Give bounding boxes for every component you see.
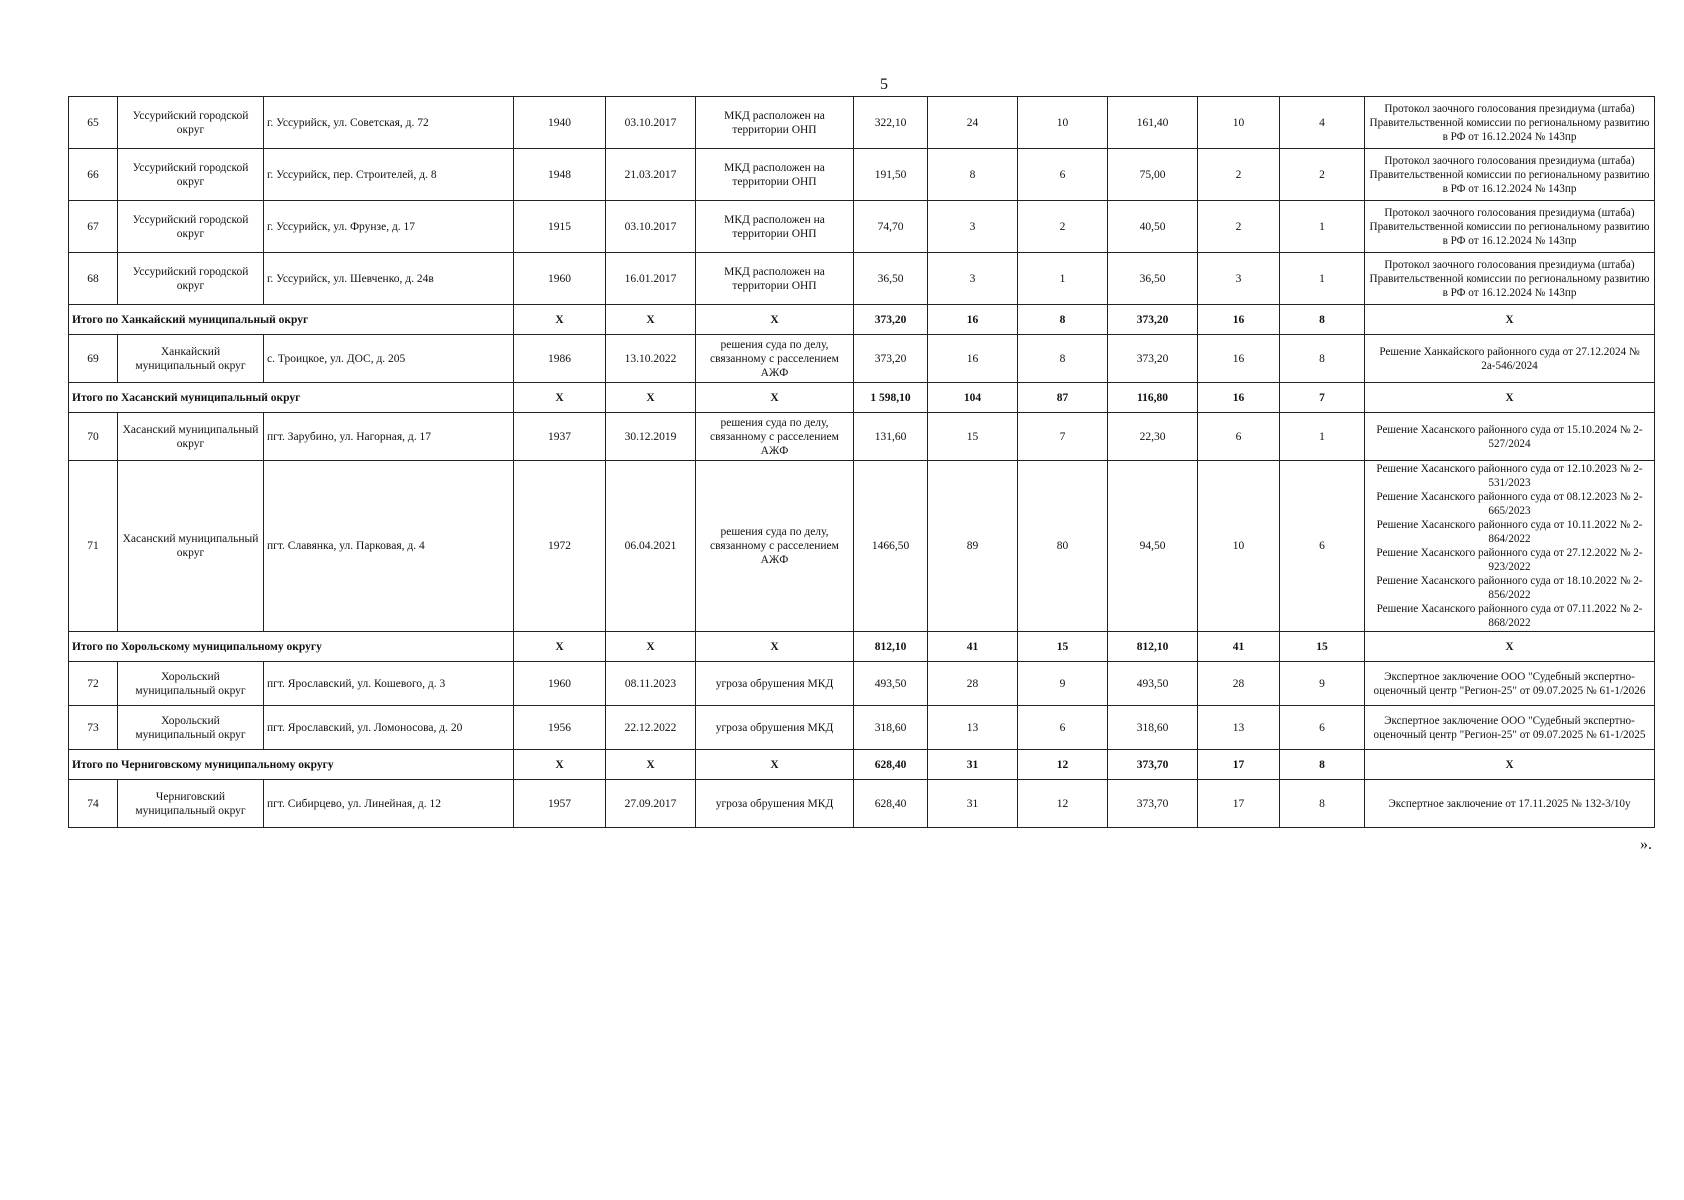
premises-total-cell: 2 xyxy=(1018,201,1108,253)
document-cell xyxy=(1365,461,1655,632)
area-total-cell: 36,50 xyxy=(854,253,928,305)
premises-total-cell: 8 xyxy=(1018,335,1108,383)
table-row xyxy=(69,335,1655,383)
row-number-cell: 73 xyxy=(69,706,118,750)
premises-resettle-cell: 2 xyxy=(1280,149,1365,201)
premises-resettle-cell: 9 xyxy=(1280,662,1365,706)
area-resettle-cell: 22,30 xyxy=(1108,413,1198,461)
total-label-cell: Итого по Хасанский муниципальный округ xyxy=(69,383,514,413)
table-row xyxy=(69,662,1655,706)
year-cell: 1937 xyxy=(514,413,606,461)
document-cell xyxy=(1365,413,1655,461)
reason-cell: угроза обрушения МКД xyxy=(696,780,854,828)
year-cell: 1940 xyxy=(514,97,606,149)
date-cell: X xyxy=(606,305,696,335)
document-cell xyxy=(1365,662,1655,706)
residents-total-cell: 13 xyxy=(928,706,1018,750)
date-cell: 22.12.2022 xyxy=(606,706,696,750)
document-cell xyxy=(1365,383,1655,413)
reason-cell: X xyxy=(696,632,854,662)
premises-total-cell: 1 xyxy=(1018,253,1108,305)
area-resettle-cell: 116,80 xyxy=(1108,383,1198,413)
table-row xyxy=(69,413,1655,461)
row-number-cell: 71 xyxy=(69,461,118,632)
residents-resettle-cell: 41 xyxy=(1198,632,1280,662)
document-line: Решение Хасанского районного суда от 15.10.2024 № 2-527/2024 xyxy=(1376,423,1643,450)
document-cell xyxy=(1365,201,1655,253)
area-total-cell: 812,10 xyxy=(854,632,928,662)
area-total-cell: 322,10 xyxy=(854,97,928,149)
premises-total-cell: 87 xyxy=(1018,383,1108,413)
reason-cell: X xyxy=(696,305,854,335)
premises-resettle-cell: 4 xyxy=(1280,97,1365,149)
date-cell: 03.10.2017 xyxy=(606,201,696,253)
document-line: Решение Хасанского районного суда от 12.10.2023 № 2-531/2023 xyxy=(1376,463,1643,489)
residents-resettle-cell: 10 xyxy=(1198,97,1280,149)
document-line: Экспертное заключение от 17.11.2025 № 132-3/10у xyxy=(1388,797,1631,810)
date-cell: X xyxy=(606,383,696,413)
table-row xyxy=(69,780,1655,828)
area-total-cell: 1466,50 xyxy=(854,461,928,632)
premises-resettle-cell: 1 xyxy=(1280,201,1365,253)
reason-cell: решения суда по делу, связанному с расселением АЖФ xyxy=(696,461,854,632)
date-cell: X xyxy=(606,632,696,662)
year-cell: 1948 xyxy=(514,149,606,201)
address-cell: пгт. Сибирцево, ул. Линейная, д. 12 xyxy=(264,780,514,828)
address-cell: г. Уссурийск, пер. Строителей, д. 8 xyxy=(264,149,514,201)
municipality-cell: Хорольский муниципальный округ xyxy=(118,662,264,706)
residents-total-cell: 15 xyxy=(928,413,1018,461)
reason-cell: МКД расположен на территории ОНП xyxy=(696,201,854,253)
document-cell xyxy=(1365,305,1655,335)
reason-cell: X xyxy=(696,750,854,780)
document-cell xyxy=(1365,253,1655,305)
municipality-cell: Уссурийский городской округ xyxy=(118,201,264,253)
premises-total-cell: 9 xyxy=(1018,662,1108,706)
premises-total-cell: 15 xyxy=(1018,632,1108,662)
area-total-cell: 628,40 xyxy=(854,780,928,828)
premises-resettle-cell: 8 xyxy=(1280,750,1365,780)
premises-resettle-cell: 8 xyxy=(1280,335,1365,383)
address-cell: г. Уссурийск, ул. Фрунзе, д. 17 xyxy=(264,201,514,253)
area-resettle-cell: 318,60 xyxy=(1108,706,1198,750)
total-label-cell: Итого по Черниговскому муниципальному округу xyxy=(69,750,514,780)
date-cell: 03.10.2017 xyxy=(606,97,696,149)
area-resettle-cell: 812,10 xyxy=(1108,632,1198,662)
area-total-cell: 318,60 xyxy=(854,706,928,750)
address-cell: пгт. Ярославский, ул. Кошевого, д. 3 xyxy=(264,662,514,706)
document-cell xyxy=(1365,706,1655,750)
municipality-cell: Хасанский муниципальный округ xyxy=(118,413,264,461)
area-resettle-cell: 373,70 xyxy=(1108,780,1198,828)
reason-cell: МКД расположен на территории ОНП xyxy=(696,97,854,149)
document-cell xyxy=(1365,780,1655,828)
document-line: X xyxy=(1505,391,1514,404)
premises-total-cell: 6 xyxy=(1018,706,1108,750)
residents-total-cell: 31 xyxy=(928,780,1018,828)
residents-resettle-cell: 13 xyxy=(1198,706,1280,750)
area-resettle-cell: 40,50 xyxy=(1108,201,1198,253)
register-table xyxy=(68,96,1655,828)
premises-total-cell: 12 xyxy=(1018,750,1108,780)
row-number-cell: 69 xyxy=(69,335,118,383)
area-resettle-cell: 373,20 xyxy=(1108,305,1198,335)
year-cell: 1957 xyxy=(514,780,606,828)
table-row xyxy=(69,253,1655,305)
row-number-cell: 68 xyxy=(69,253,118,305)
area-total-cell: 191,50 xyxy=(854,149,928,201)
premises-resettle-cell: 15 xyxy=(1280,632,1365,662)
residents-resettle-cell: 2 xyxy=(1198,201,1280,253)
area-resettle-cell: 373,70 xyxy=(1108,750,1198,780)
area-total-cell: 493,50 xyxy=(854,662,928,706)
premises-total-cell: 80 xyxy=(1018,461,1108,632)
residents-resettle-cell: 2 xyxy=(1198,149,1280,201)
table-row xyxy=(69,201,1655,253)
area-resettle-cell: 373,20 xyxy=(1108,335,1198,383)
residents-resettle-cell: 10 xyxy=(1198,461,1280,632)
reason-cell: X xyxy=(696,383,854,413)
reason-cell: угроза обрушения МКД xyxy=(696,706,854,750)
row-number-cell: 74 xyxy=(69,780,118,828)
residents-total-cell: 41 xyxy=(928,632,1018,662)
residents-total-cell: 28 xyxy=(928,662,1018,706)
document-cell xyxy=(1365,632,1655,662)
reason-cell: МКД расположен на территории ОНП xyxy=(696,149,854,201)
document-line: Экспертное заключение ООО "Судебный экспертно-оценочный центр "Регион-25" от 09.07.2025 № 61-1/2026 xyxy=(1373,670,1646,697)
row-number-cell: 66 xyxy=(69,149,118,201)
total-row xyxy=(69,750,1655,780)
residents-resettle-cell: 17 xyxy=(1198,750,1280,780)
row-number-cell: 70 xyxy=(69,413,118,461)
year-cell: 1972 xyxy=(514,461,606,632)
reason-cell: решения суда по делу, связанному с расселением АЖФ xyxy=(696,413,854,461)
table-row xyxy=(69,706,1655,750)
date-cell: 08.11.2023 xyxy=(606,662,696,706)
document-line: Решение Хасанского районного суда от 18.10.2022 № 2-856/2022 xyxy=(1376,575,1643,601)
document-line: Решение Хасанского районного суда от 07.11.2022 № 2-868/2022 xyxy=(1376,603,1643,629)
date-cell: X xyxy=(606,750,696,780)
premises-total-cell: 6 xyxy=(1018,149,1108,201)
year-cell: 1956 xyxy=(514,706,606,750)
document-line: Протокол заочного голосования президиума (штаба) Правительственной комиссии по региональному развитию в РФ от 16.12.2024 № 143пр xyxy=(1369,206,1650,247)
area-total-cell: 1 598,10 xyxy=(854,383,928,413)
address-cell: г. Уссурийск, ул. Шевченко, д. 24в xyxy=(264,253,514,305)
municipality-cell: Уссурийский городской округ xyxy=(118,97,264,149)
date-cell: 13.10.2022 xyxy=(606,335,696,383)
area-total-cell: 131,60 xyxy=(854,413,928,461)
premises-resettle-cell: 8 xyxy=(1280,780,1365,828)
premises-resettle-cell: 1 xyxy=(1280,413,1365,461)
date-cell: 06.04.2021 xyxy=(606,461,696,632)
residents-total-cell: 3 xyxy=(928,253,1018,305)
municipality-cell: Ханкайский муниципальный округ xyxy=(118,335,264,383)
document-cell xyxy=(1365,97,1655,149)
area-resettle-cell: 94,50 xyxy=(1108,461,1198,632)
area-resettle-cell: 493,50 xyxy=(1108,662,1198,706)
year-cell: 1986 xyxy=(514,335,606,383)
document-line: X xyxy=(1505,758,1514,771)
address-cell: пгт. Славянка, ул. Парковая, д. 4 xyxy=(264,461,514,632)
total-label-cell: Итого по Ханкайский муниципальный округ xyxy=(69,305,514,335)
document-line: Протокол заочного голосования президиума (штаба) Правительственной комиссии по региональному развитию в РФ от 16.12.2024 № 143пр xyxy=(1369,102,1650,143)
premises-total-cell: 12 xyxy=(1018,780,1108,828)
year-cell: 1915 xyxy=(514,201,606,253)
document-cell xyxy=(1365,149,1655,201)
address-cell: пгт. Зарубино, ул. Нагорная, д. 17 xyxy=(264,413,514,461)
residents-total-cell: 16 xyxy=(928,305,1018,335)
residents-total-cell: 8 xyxy=(928,149,1018,201)
residents-resettle-cell: 17 xyxy=(1198,780,1280,828)
document-line: Протокол заочного голосования президиума (штаба) Правительственной комиссии по региональному развитию в РФ от 16.12.2024 № 143пр xyxy=(1369,258,1650,299)
table-row xyxy=(69,461,1655,632)
area-total-cell: 628,40 xyxy=(854,750,928,780)
residents-resettle-cell: 16 xyxy=(1198,305,1280,335)
table-row xyxy=(69,97,1655,149)
premises-resettle-cell: 7 xyxy=(1280,383,1365,413)
residents-resettle-cell: 3 xyxy=(1198,253,1280,305)
address-cell: с. Троицкое, ул. ДОС, д. 205 xyxy=(264,335,514,383)
residents-total-cell: 104 xyxy=(928,383,1018,413)
year-cell: X xyxy=(514,632,606,662)
residents-resettle-cell: 16 xyxy=(1198,383,1280,413)
residents-total-cell: 89 xyxy=(928,461,1018,632)
document-line: Протокол заочного голосования президиума (штаба) Правительственной комиссии по региональному развитию в РФ от 16.12.2024 № 143пр xyxy=(1369,154,1650,195)
municipality-cell: Хасанский муниципальный округ xyxy=(118,461,264,632)
municipality-cell: Черниговский муниципальный округ xyxy=(118,780,264,828)
date-cell: 21.03.2017 xyxy=(606,149,696,201)
premises-total-cell: 7 xyxy=(1018,413,1108,461)
municipality-cell: Уссурийский городской округ xyxy=(118,253,264,305)
reason-cell: МКД расположен на территории ОНП xyxy=(696,253,854,305)
date-cell: 27.09.2017 xyxy=(606,780,696,828)
row-number-cell: 72 xyxy=(69,662,118,706)
closing-mark: ». xyxy=(1640,836,1652,853)
address-cell: г. Уссурийск, ул. Советская, д. 72 xyxy=(264,97,514,149)
date-cell: 16.01.2017 xyxy=(606,253,696,305)
reason-cell: решения суда по делу, связанному с расселением АЖФ xyxy=(696,335,854,383)
document-line: Решение Ханкайского районного суда от 27.12.2024 № 2а-546/2024 xyxy=(1379,345,1640,372)
area-total-cell: 373,20 xyxy=(854,305,928,335)
area-resettle-cell: 36,50 xyxy=(1108,253,1198,305)
table-row xyxy=(69,149,1655,201)
row-number-cell: 65 xyxy=(69,97,118,149)
document-line: Решение Хасанского районного суда от 27.12.2022 № 2-923/2022 xyxy=(1376,547,1643,573)
area-resettle-cell: 75,00 xyxy=(1108,149,1198,201)
total-row xyxy=(69,632,1655,662)
document-line: Экспертное заключение ООО "Судебный экспертно-оценочный центр "Регион-25" от 09.07.2025 № 61-1/2025 xyxy=(1373,714,1646,741)
residents-resettle-cell: 16 xyxy=(1198,335,1280,383)
municipality-cell: Уссурийский городской округ xyxy=(118,149,264,201)
premises-total-cell: 8 xyxy=(1018,305,1108,335)
residents-resettle-cell: 6 xyxy=(1198,413,1280,461)
document-line: X xyxy=(1505,640,1514,653)
address-cell: пгт. Ярославский, ул. Ломоносова, д. 20 xyxy=(264,706,514,750)
year-cell: 1960 xyxy=(514,253,606,305)
year-cell: X xyxy=(514,750,606,780)
residents-total-cell: 24 xyxy=(928,97,1018,149)
document-line: Решение Хасанского районного суда от 08.12.2023 № 2-665/2023 xyxy=(1376,491,1643,517)
date-cell: 30.12.2019 xyxy=(606,413,696,461)
year-cell: X xyxy=(514,383,606,413)
area-total-cell: 74,70 xyxy=(854,201,928,253)
document-line: X xyxy=(1505,313,1514,326)
total-label-cell: Итого по Хорольскому муниципальному округу xyxy=(69,632,514,662)
residents-resettle-cell: 28 xyxy=(1198,662,1280,706)
page-number: 5 xyxy=(880,76,888,93)
row-number-cell: 67 xyxy=(69,201,118,253)
premises-resettle-cell: 1 xyxy=(1280,253,1365,305)
year-cell: X xyxy=(514,305,606,335)
residents-total-cell: 3 xyxy=(928,201,1018,253)
area-resettle-cell: 161,40 xyxy=(1108,97,1198,149)
premises-total-cell: 10 xyxy=(1018,97,1108,149)
document-cell xyxy=(1365,750,1655,780)
document-cell xyxy=(1365,335,1655,383)
residents-total-cell: 31 xyxy=(928,750,1018,780)
document-line: Решение Хасанского районного суда от 10.11.2022 № 2-864/2022 xyxy=(1376,519,1643,545)
area-total-cell: 373,20 xyxy=(854,335,928,383)
reason-cell: угроза обрушения МКД xyxy=(696,662,854,706)
total-row xyxy=(69,305,1655,335)
premises-resettle-cell: 6 xyxy=(1280,706,1365,750)
municipality-cell: Хорольский муниципальный округ xyxy=(118,706,264,750)
residents-total-cell: 16 xyxy=(928,335,1018,383)
total-row xyxy=(69,383,1655,413)
year-cell: 1960 xyxy=(514,662,606,706)
premises-resettle-cell: 8 xyxy=(1280,305,1365,335)
premises-resettle-cell: 6 xyxy=(1280,461,1365,632)
